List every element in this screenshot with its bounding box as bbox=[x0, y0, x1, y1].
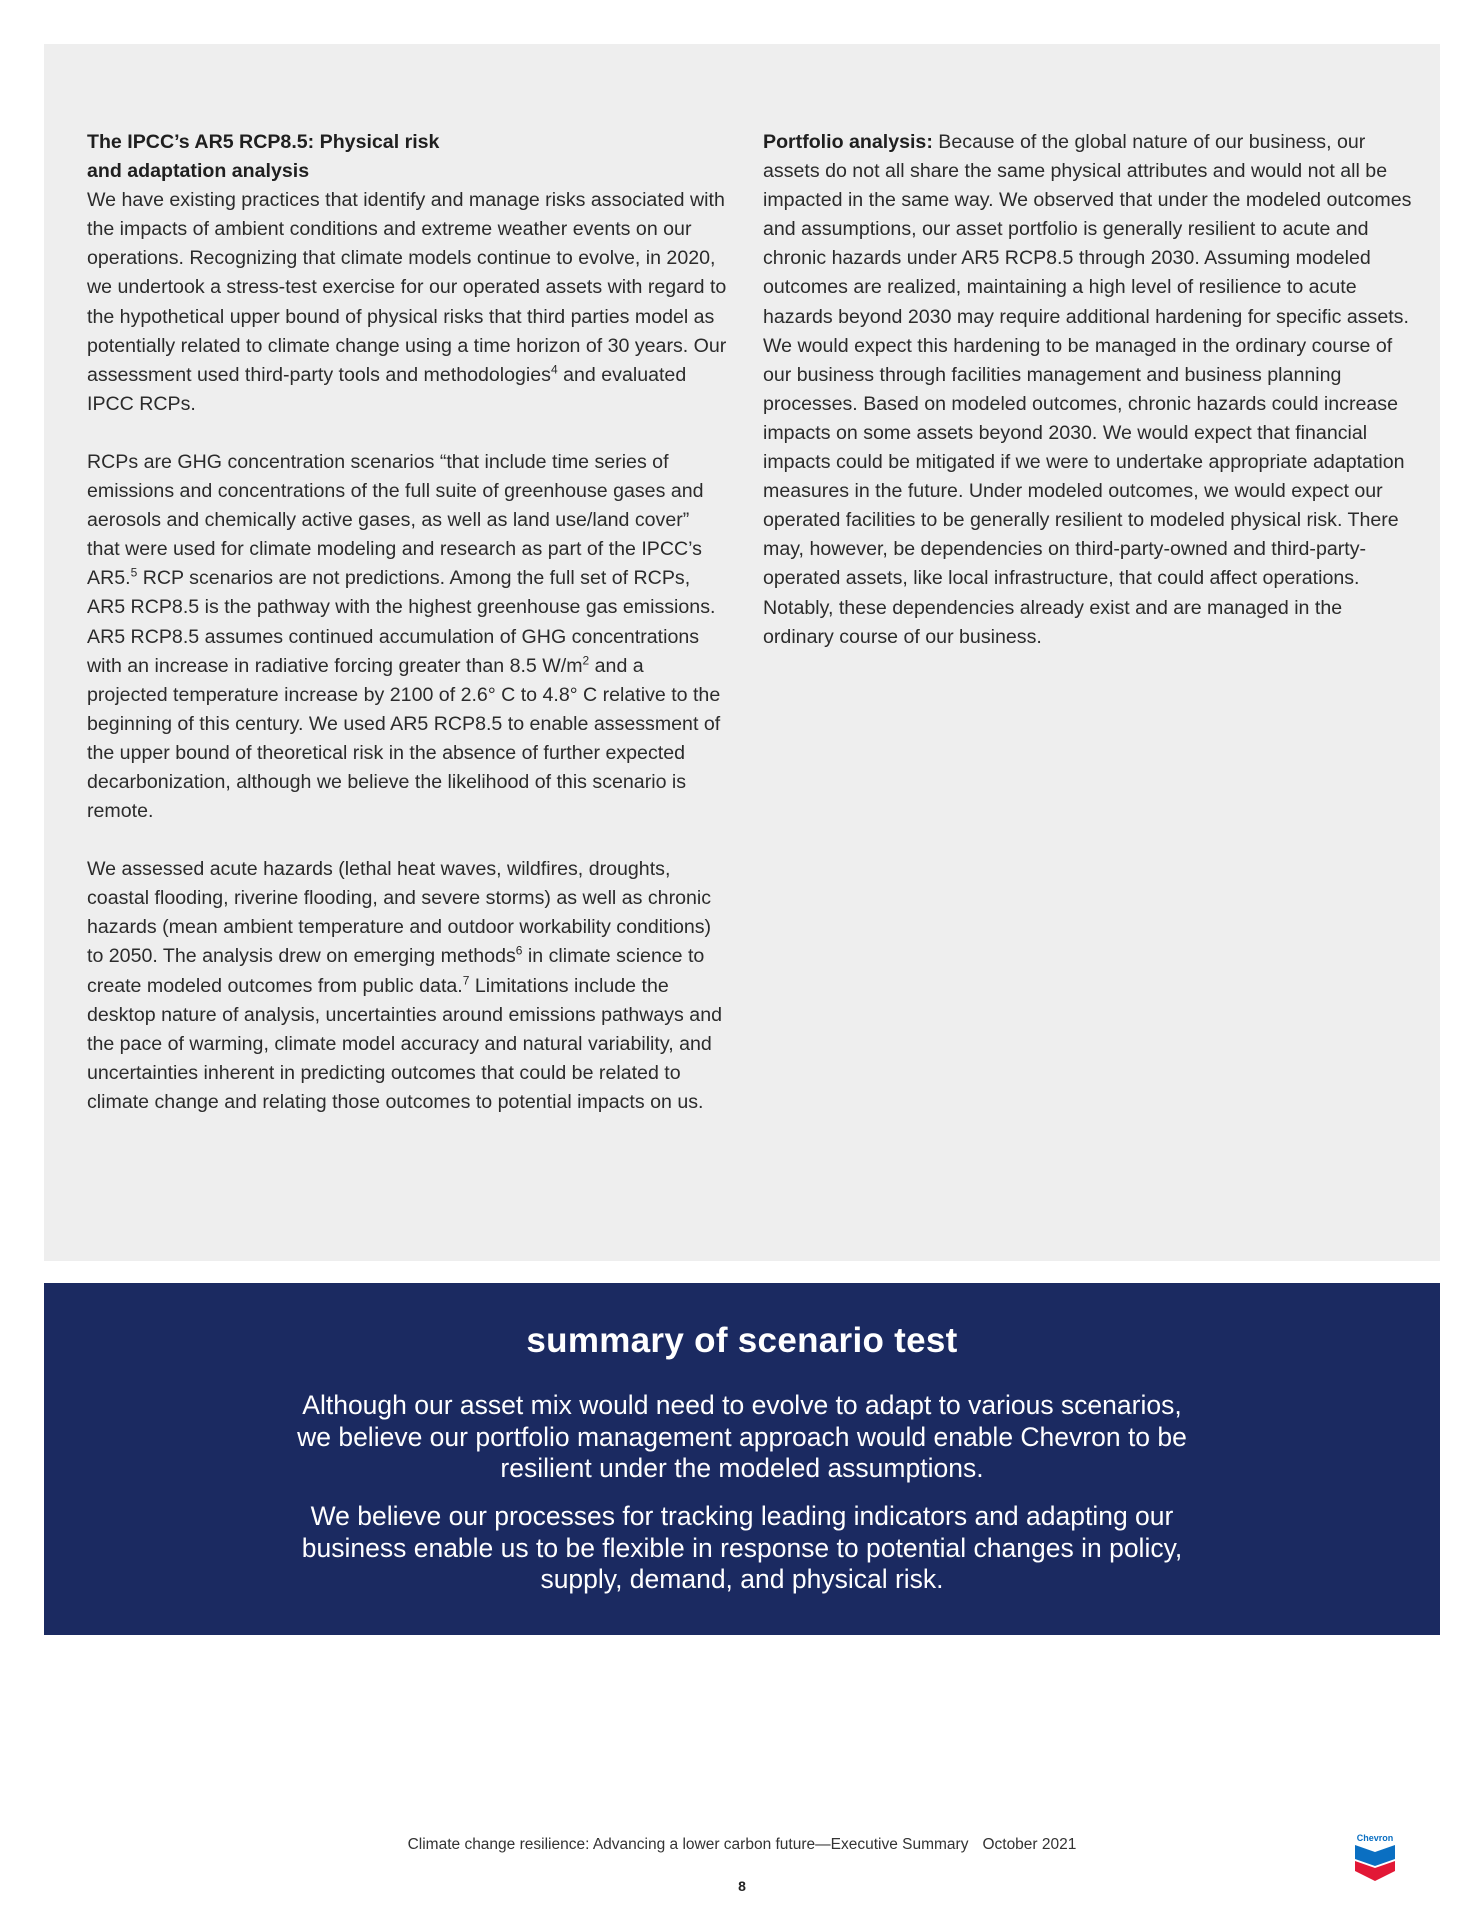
summary-panel bbox=[44, 1283, 1440, 1635]
superscript-squared: 2 bbox=[582, 653, 590, 668]
summary-title: summary of scenario test bbox=[526, 1321, 958, 1360]
footer-date: October 2021 bbox=[982, 1836, 1077, 1853]
footnote-ref-4: 4 bbox=[550, 362, 558, 377]
paragraph-methodology: We have existing practices that identify and manage risks associated with the impacts of ambient conditions and extreme weather events on our operations. Recognizing that climate models continue to evolve, in 2020, we undertook a stress-test exercise for our operated assets with regard to the hypothetical upper bound of physical risks that third parties model as potentially related to climate change using a time horizon of 30 years. Our assessment used third-party tools and methodologies$^4$ and evaluated IPCC RCPs. bbox=[87, 189, 727, 415]
left-column bbox=[87, 128, 727, 1146]
right-column bbox=[763, 128, 1415, 681]
footnote-ref-6: 6 bbox=[515, 943, 523, 958]
footnote-ref-5: 5 bbox=[130, 565, 138, 580]
paragraph-hazards: We assessed acute hazards (lethal heat waves, wildfires, droughts, coastal flooding, riverine flooding, and severe storms) as well as chronic hazards (mean ambient temperature and outdoor workability conditions) to 2050. The analysis drew on emerging methods$^6$ in climate science to create modeled outcomes from public data.$^7$ Limitations include the desktop nature of analysis, uncertainties around emissions pathways and the pace of warming, climate model accuracy and natural variability, and uncertainties inherent in predicting outcomes that could be related to climate change and relating those outcomes to potential impacts on us. bbox=[87, 858, 722, 1113]
footer bbox=[0, 1836, 1484, 1854]
footer-document-title: Climate change resilience: Advancing a lower carbon future—Executive Summary bbox=[407, 1836, 969, 1853]
paragraph-portfolio-analysis: Portfolio analysis: Because of the global nature of our business, our assets do not all share the same physical attributes and would not all be impacted in the same way. We observed that under the modeled outcomes and assumptions, our asset portfolio is generally resilient to acute and chronic hazards under AR5 RCP8.5 through 2030. Assuming modeled outcomes are realized, maintaining a high level of resilience to acute hazards beyond 2030 may require additional hardening for specific assets. We would expect this hardening to be managed in the ordinary course of our business through facilities management and business planning processes. Based on modeled outcomes, chronic hazards could increase impacts on some assets beyond 2030. We would expect that financial impacts could be mitigated if we were to undertake appropriate adaptation measures in the future. Under modeled outcomes, we would expect our operated facilities to be generally resilient to modeled physical risk. There may, however, be dependencies on third-party-owned and third-party-operated assets, like local infrastructure, that could affect operations. Notably, these dependencies already exist and are managed in the ordinary course of our business. bbox=[763, 131, 1412, 648]
chevron-logo bbox=[1352, 1832, 1398, 1882]
chevron-logo-text: Chevron bbox=[1356, 1833, 1394, 1843]
heading-line-1: The IPCC’s AR5 RCP8.5: Physical risk bbox=[87, 131, 440, 153]
chevron-blue-stripe bbox=[1355, 1845, 1395, 1866]
portfolio-analysis-lead: Portfolio analysis: bbox=[763, 131, 933, 153]
summary-paragraph-2: We believe our processes for tracking leading indicators and adapting our business enable us to be flexible in response to potential changes in policy, supply, demand, and physical risk. bbox=[301, 1501, 1183, 1594]
content-panel bbox=[44, 44, 1440, 1261]
summary-paragraph-1: Although our asset mix would need to evolve to adapt to various scenarios, we believe our portfolio management approach would enable Chevron to be resilient under the modeled assumptions. bbox=[297, 1390, 1187, 1483]
paragraph-rcp-definition: RCPs are GHG concentration scenarios “that include time series of emissions and concentrations of the full suite of greenhouse gases and aerosols and chemically active gases, as well as land use/land cover” that were used for climate modeling and research as part of the IPCC’s AR5.$^5$ RCP scenarios are not predictions. Among the full set of RCPs, AR5 RCP8.5 is the pathway with the highest greenhouse gas emissions. AR5 RCP8.5 assumes continued accumulation of GHG concentrations with an increase in radiative forcing greater than 8.5 $W/m^2$ and a projected temperature increase by 2100 of 2.6° C to 4.8° C relative to the beginning of this century. We used AR5 RCP8.5 to enable assessment of the upper bound of theoretical risk in the absence of further expected decarbonization, although we believe the likelihood of this scenario is remote. bbox=[87, 450, 721, 823]
page-number: 8 bbox=[738, 1878, 746, 1894]
footnote-ref-7: 7 bbox=[462, 973, 470, 987]
section-heading bbox=[87, 128, 727, 186]
heading-line-2: and adaptation analysis bbox=[87, 160, 310, 183]
